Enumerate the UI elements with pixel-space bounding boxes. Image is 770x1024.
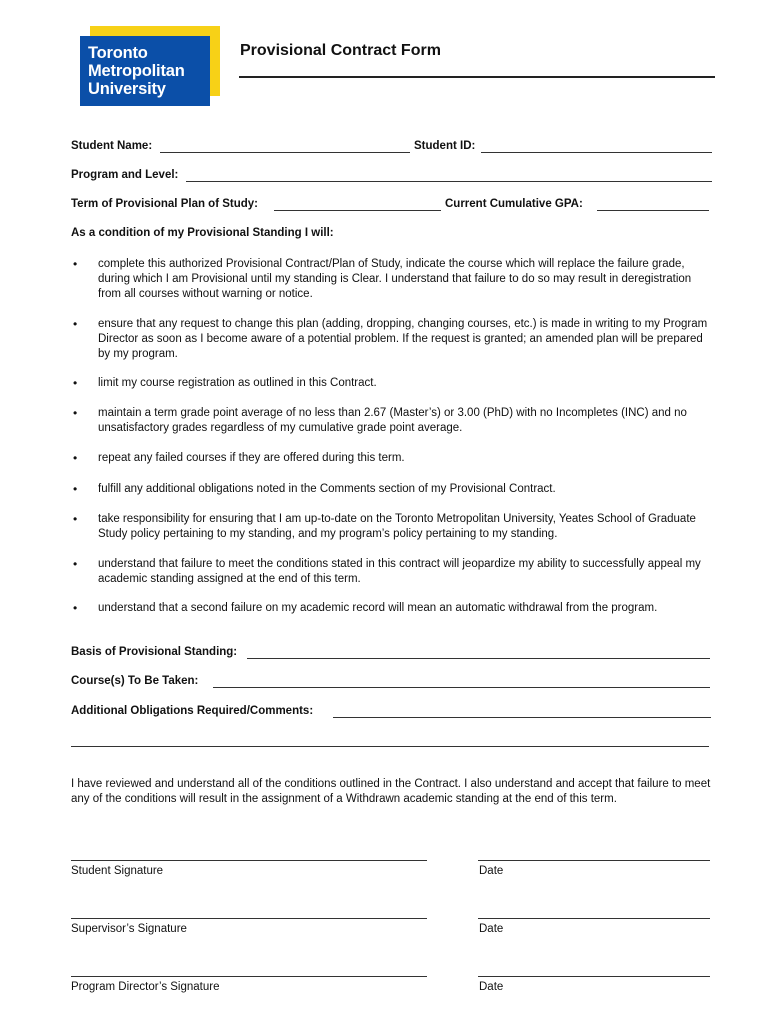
- obligations-label: Additional Obligations Required/Comments:: [71, 705, 314, 717]
- bullet-icon: •: [73, 406, 78, 420]
- page-title: Provisional Contract Form: [240, 42, 441, 59]
- bullet-icon: •: [73, 317, 78, 331]
- bullet-icon: •: [73, 451, 78, 465]
- university-logo: [80, 26, 220, 106]
- student-signature-line[interactable]: [71, 860, 427, 861]
- bullet-icon: •: [73, 257, 78, 271]
- student-date-label: Date: [479, 865, 504, 877]
- student-name-field[interactable]: [160, 152, 410, 153]
- courses-label: Course(s) To Be Taken:: [71, 675, 199, 687]
- term-label: Term of Provisional Plan of Study:: [71, 198, 259, 210]
- gpa-label: Current Cumulative GPA:: [445, 198, 583, 210]
- gpa-field[interactable]: [597, 210, 709, 211]
- logo-text: Toronto Metropolitan University: [88, 44, 185, 98]
- bullet-icon: •: [73, 512, 78, 526]
- student-id-label: Student ID:: [414, 140, 476, 152]
- supervisor-date-label: Date: [479, 923, 504, 935]
- supervisor-signature-line[interactable]: [71, 918, 427, 919]
- term-field[interactable]: [274, 210, 441, 211]
- bullet-icon: •: [73, 601, 78, 615]
- director-date-line[interactable]: [478, 976, 710, 977]
- condition-heading: As a condition of my Provisional Standing I will:: [71, 227, 334, 239]
- supervisor-date-line[interactable]: [478, 918, 710, 919]
- obligations-field-continued[interactable]: [71, 746, 709, 747]
- director-date-label: Date: [479, 981, 504, 993]
- bullet-icon: •: [73, 482, 78, 496]
- courses-field[interactable]: [213, 687, 710, 688]
- title-rule: [239, 76, 715, 78]
- student-name-label: Student Name:: [71, 140, 153, 152]
- bullet-icon: •: [73, 376, 78, 390]
- student-id-field[interactable]: [481, 152, 712, 153]
- supervisor-signature-label: Supervisor’s Signature: [71, 923, 187, 935]
- student-signature-label: Student Signature: [71, 865, 164, 877]
- basis-label: Basis of Provisional Standing:: [71, 646, 238, 658]
- bullet-icon: •: [73, 557, 78, 571]
- basis-field[interactable]: [247, 658, 710, 659]
- program-level-label: Program and Level:: [71, 169, 179, 181]
- logo-block: [80, 36, 210, 106]
- acknowledgement-text: I have reviewed and understand all of the conditions outlined in the Contract. I also understand and accept that failure to meet any of the conditions will result in the assignment of a Withdrawn academic standing at the end of this term.: [71, 778, 711, 805]
- program-level-field[interactable]: [186, 181, 712, 182]
- student-date-line[interactable]: [478, 860, 710, 861]
- director-signature-line[interactable]: [71, 976, 427, 977]
- director-signature-label: Program Director’s Signature: [71, 981, 220, 993]
- obligations-field[interactable]: [333, 717, 711, 718]
